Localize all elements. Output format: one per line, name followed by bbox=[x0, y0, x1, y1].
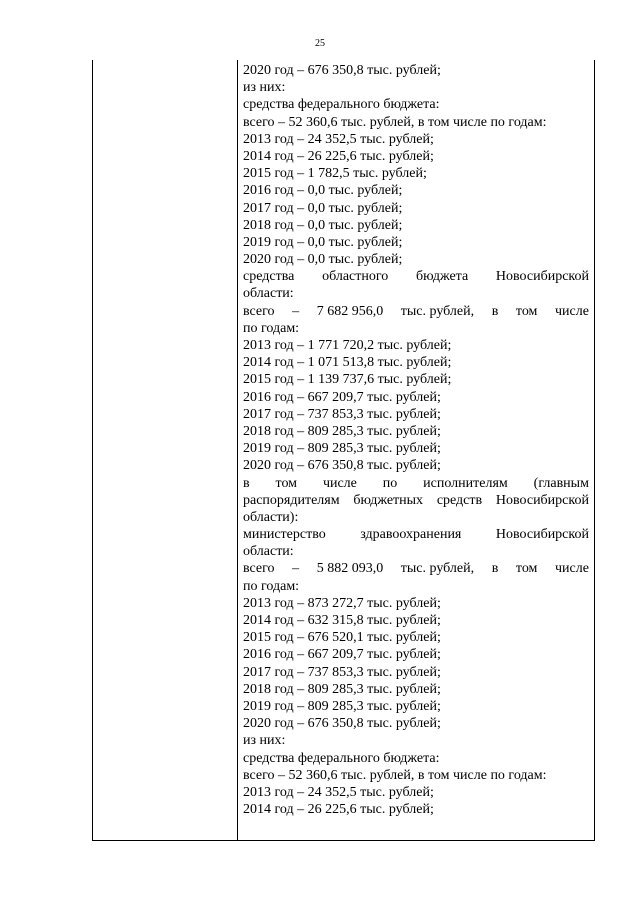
justified-word: числе bbox=[555, 303, 589, 319]
text-line: 2020 год – 676 350,8 тыс. рублей; bbox=[243, 716, 441, 732]
text-line: 2016 год – 0,0 тыс. рублей; bbox=[243, 183, 403, 199]
text-line-justified bbox=[243, 303, 589, 320]
text-line: 2018 год – 809 285,3 тыс. рублей; bbox=[243, 423, 441, 439]
text-line: 2013 год – 1 771 720,2 тыс. рублей; bbox=[243, 338, 452, 353]
text-line: 2013 год – 24 352,5 тыс. рублей; bbox=[243, 784, 434, 800]
text-line: 2020 год – 676 350,8 тыс. рублей; bbox=[243, 458, 441, 474]
justified-word: числе bbox=[322, 475, 357, 491]
justified-word: – bbox=[292, 303, 300, 319]
justified-word: бюджетных bbox=[353, 492, 424, 508]
justified-word: всего bbox=[243, 303, 275, 319]
justified-word: 5 882 093,0 bbox=[316, 561, 384, 577]
text-line: 2019 год – 809 285,3 тыс. рублей; bbox=[243, 698, 441, 714]
text-line-justified bbox=[243, 268, 589, 285]
justified-word: всего bbox=[243, 561, 275, 577]
justified-word: том bbox=[515, 561, 538, 577]
justified-word: том bbox=[275, 475, 298, 491]
justified-word: в bbox=[491, 561, 499, 577]
text-line: 2013 год – 873 272,7 тыс. рублей; bbox=[243, 595, 441, 611]
justified-word: здравоохранения bbox=[360, 527, 462, 543]
justified-word: исполнителям bbox=[423, 475, 508, 491]
text-line: 2017 год – 0,0 тыс. рублей; bbox=[243, 200, 403, 216]
text-line: 2014 год – 26 225,6 тыс. рублей; bbox=[243, 148, 434, 164]
text-line: 2020 год – 0,0 тыс. рублей; bbox=[243, 252, 403, 268]
text-line: области: bbox=[243, 286, 294, 302]
text-line-justified bbox=[243, 492, 589, 509]
justified-word: числе bbox=[555, 561, 589, 577]
text-line: 2017 год – 737 853,3 тыс. рублей; bbox=[243, 406, 441, 422]
column-divider bbox=[237, 60, 238, 840]
text-line: 2019 год – 809 285,3 тыс. рублей; bbox=[243, 441, 441, 457]
funding-table bbox=[92, 60, 595, 841]
justified-word: бюджета bbox=[415, 269, 469, 285]
text-line: 2015 год – 1 782,5 тыс. рублей; bbox=[243, 166, 427, 182]
justified-word: Новосибирской bbox=[495, 527, 589, 543]
justified-word: (главным bbox=[533, 475, 589, 491]
text-line-justified bbox=[243, 560, 589, 577]
text-line: всего – 52 360,6 тыс. рублей, в том числе по годам: bbox=[243, 767, 547, 783]
text-line: средства федерального бюджета: bbox=[243, 97, 440, 113]
text-line: области): bbox=[243, 509, 299, 525]
justified-word: в bbox=[243, 475, 250, 491]
text-line-justified bbox=[243, 475, 589, 492]
justified-word: средства bbox=[243, 269, 295, 285]
text-line: 2015 год – 676 520,1 тыс. рублей; bbox=[243, 630, 441, 646]
text-line: 2016 год – 667 209,7 тыс. рублей; bbox=[243, 389, 441, 405]
text-line: области: bbox=[243, 544, 294, 560]
justified-word: средств bbox=[436, 492, 483, 508]
table-right-cell bbox=[243, 62, 589, 818]
text-line: по годам: bbox=[243, 578, 300, 594]
text-line: 2015 год – 1 139 737,6 тыс. рублей; bbox=[243, 372, 452, 388]
justified-word: по bbox=[382, 475, 398, 491]
text-line: 2020 год – 676 350,8 тыс. рублей; bbox=[243, 63, 441, 78]
text-line: 2013 год – 24 352,5 тыс. рублей; bbox=[243, 131, 434, 147]
text-line: всего – 52 360,6 тыс. рублей, в том числе по годам: bbox=[243, 114, 547, 130]
page-number: 25 bbox=[315, 38, 325, 49]
text-line: по годам: bbox=[243, 320, 300, 336]
text-line: 2016 год – 667 209,7 тыс. рублей; bbox=[243, 647, 441, 663]
text-line: средства федерального бюджета: bbox=[243, 750, 440, 766]
justified-word: областного bbox=[322, 269, 389, 285]
text-line-justified bbox=[243, 526, 589, 543]
text-line: 2014 год – 632 315,8 тыс. рублей; bbox=[243, 613, 441, 628]
text-line: из них: bbox=[243, 80, 286, 96]
justified-word: тыс. рублей, bbox=[400, 561, 475, 577]
justified-word: в bbox=[491, 303, 499, 319]
text-line: 2017 год – 737 853,3 тыс. рублей; bbox=[243, 664, 441, 680]
table-left-cell bbox=[93, 60, 237, 840]
justified-word: тыс. рублей, bbox=[400, 303, 475, 319]
text-line: 2018 год – 0,0 тыс. рублей; bbox=[243, 217, 403, 233]
justified-word: распорядителям bbox=[243, 492, 340, 508]
text-line: из них: bbox=[243, 733, 286, 749]
text-line: 2014 год – 26 225,6 тыс. рублей; bbox=[243, 802, 434, 818]
text-line: 2014 год – 1 071 513,8 тыс. рублей; bbox=[243, 355, 452, 371]
text-line: 2019 год – 0,0 тыс. рублей; bbox=[243, 234, 403, 250]
justified-word: том bbox=[515, 303, 538, 319]
justified-word: 7 682 956,0 bbox=[316, 303, 384, 319]
justified-word: – bbox=[292, 561, 300, 577]
text-line: 2018 год – 809 285,3 тыс. рублей; bbox=[243, 681, 441, 697]
justified-word: министерство bbox=[243, 527, 326, 543]
justified-word: Новосибирской bbox=[495, 269, 589, 285]
justified-word: Новосибирской bbox=[495, 492, 589, 508]
